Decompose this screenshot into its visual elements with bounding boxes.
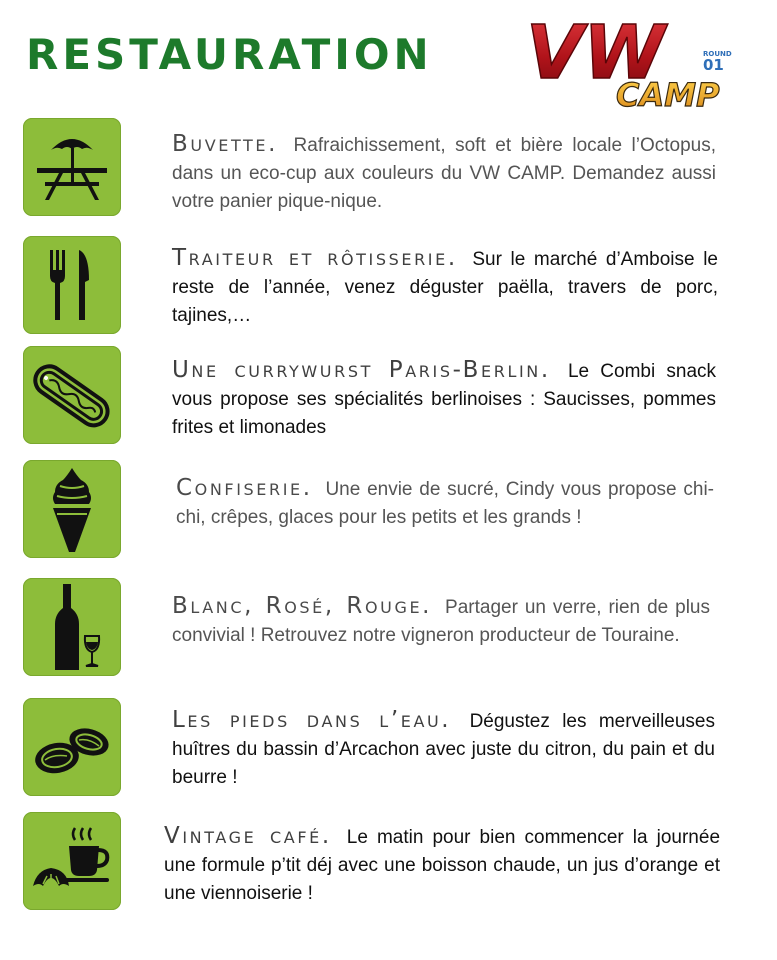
- item-description: Le Combi snack vous propose ses spécialités berlinoises : Saucisses, pommes frites et limonades: [172, 361, 717, 438]
- item-text-block: [172, 592, 710, 650]
- logo-vw-text: VW: [526, 14, 665, 96]
- item-heading: Confiserie.: [176, 475, 313, 501]
- fork-knife-icon: [23, 236, 121, 334]
- logo-round-number: 01: [703, 56, 724, 74]
- item-text-block: [164, 822, 720, 908]
- item-description: Dégustez les merveilleuses huîtres du bassin d’Arcachon avec juste du citron, du pain et du beurre !: [172, 711, 715, 788]
- menu-item-traiteur: [0, 236, 777, 336]
- item-text-block: [172, 356, 716, 442]
- picnic-table-umbrella-icon: [23, 118, 121, 216]
- page-title: RESTAURATION: [26, 30, 433, 79]
- hot-dog-icon: [23, 346, 121, 444]
- vw-camp-logo: [520, 14, 735, 114]
- item-text-block: [172, 130, 716, 216]
- menu-item-buvette: [0, 118, 777, 218]
- ice-cream-cone-icon: [23, 460, 121, 558]
- wine-bottle-glass-icon: [23, 578, 121, 676]
- coffee-croissant-icon: [23, 812, 121, 910]
- item-description: Une envie de sucré, Cindy vous propose chi-chi, crêpes, glaces pour les petits et les grands !: [176, 479, 715, 528]
- item-description: Rafraichissement, soft et bière locale l’Octopus, dans un eco-cup aux couleurs du VW CAMP. Demandez aussi votre panier pique-nique.: [172, 135, 716, 212]
- menu-item-currywurst: [0, 346, 777, 446]
- menu-item-cafe: [0, 812, 777, 912]
- menu-item-confiserie: [0, 460, 777, 560]
- item-heading: Traiteur et rôtisserie.: [172, 245, 458, 271]
- item-description: Partager un verre, rien de plus convivial ! Retrouvez notre vigneron producteur de Touraine.: [172, 597, 711, 646]
- item-description: Sur le marché d’Amboise le reste de l’année, venez déguster paëlla, travers de porc, tajines,…: [172, 249, 718, 326]
- menu-item-vin: [0, 578, 777, 678]
- item-text-block: [176, 474, 714, 532]
- logo-camp-text: CAMP: [616, 76, 720, 114]
- item-heading: Les pieds dans l’eau.: [172, 707, 452, 733]
- item-text-block: [172, 244, 718, 330]
- menu-item-huitres: [0, 698, 777, 798]
- item-heading: Une currywurst Paris-Berlin.: [172, 357, 551, 383]
- logo-round-label: ROUND: [703, 50, 732, 58]
- item-heading: Buvette.: [172, 131, 279, 157]
- item-description: Le matin pour bien commencer la journée une formule p’tit déj avec une boisson chaude, un jus d’orange et une viennoiserie !: [164, 827, 721, 904]
- item-heading: Blanc, Rosé, Rouge.: [172, 593, 433, 619]
- oysters-icon: [23, 698, 121, 796]
- item-text-block: [172, 706, 715, 792]
- item-heading: Vintage café.: [164, 823, 332, 849]
